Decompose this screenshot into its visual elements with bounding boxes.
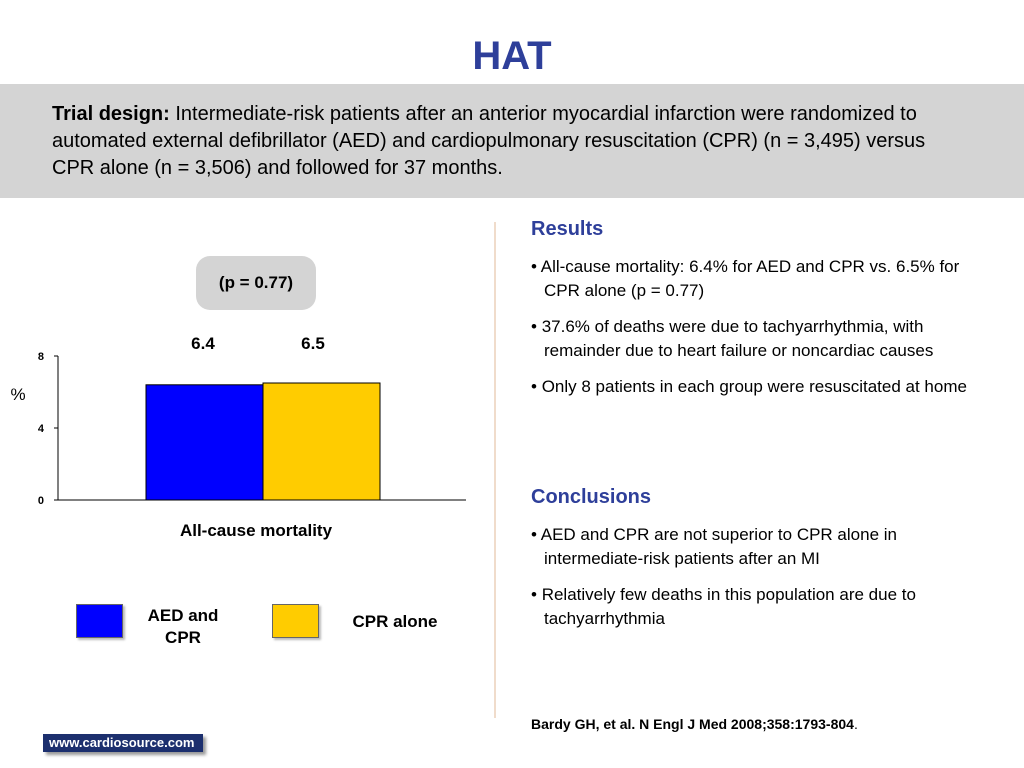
legend-swatch-aed-and-cpr <box>76 604 123 638</box>
legend-label-aed-and-cpr: AED and CPR <box>147 606 219 647</box>
list-item: • Only 8 patients in each group were resuscitated at home <box>531 375 971 399</box>
results-heading: Results <box>531 218 604 240</box>
page-title: HAT <box>472 34 552 78</box>
legend-swatch-cpr-alone <box>272 604 319 638</box>
bar-aed-and-cpr <box>146 385 263 500</box>
list-item: • 37.6% of deaths were due to tachyarrhythmia, with remainder due to heart failure or noncardiac causes <box>531 315 971 363</box>
trial-design-label: Trial design: <box>52 103 170 125</box>
column-divider <box>494 222 496 718</box>
y-tick-label: 0 <box>37 495 44 507</box>
y-tick-label: 8 <box>37 351 44 363</box>
citation-period: . <box>853 716 858 732</box>
citation <box>531 716 858 732</box>
y-tick-label: 4 <box>37 423 44 435</box>
bar-chart <box>0 320 494 550</box>
bar-data-label: 6.4 <box>191 334 215 353</box>
results-list <box>531 255 971 411</box>
x-axis-label: All-cause mortality <box>179 521 333 540</box>
conclusions-heading: Conclusions <box>531 486 652 508</box>
list-item: • All-cause mortality: 6.4% for AED and CPR vs. 6.5% for CPR alone (p = 0.77) <box>531 255 971 303</box>
list-item: • AED and CPR are not superior to CPR alone in intermediate-risk patients after an MI <box>531 523 951 571</box>
trial-design-text: Intermediate-risk patients after an anterior myocardial infarction were randomized to automated external defibrillator (AED) and cardiopulmonary resuscitation (CPR) (n = 3,495) versus CPR alone (n = 3,506) and followed for 37 months. <box>52 103 926 179</box>
bar-data-label: 6.5 <box>301 334 325 353</box>
conclusions-list <box>531 523 951 643</box>
bar-cpr-alone <box>263 383 380 500</box>
legend-label-cpr-alone: CPR alone <box>352 612 438 631</box>
citation-text: Bardy GH, et al. N Engl J Med 2008;358:1793-804 <box>531 716 854 732</box>
trial-design-band <box>0 84 1024 198</box>
y-axis-label: % <box>10 385 26 404</box>
cardiosource-logo: www.cardiosource.com <box>43 734 203 752</box>
list-item: • Relatively few deaths in this population are due to tachyarrhythmia <box>531 583 951 631</box>
p-value-badge: (p = 0.77) <box>196 256 316 310</box>
